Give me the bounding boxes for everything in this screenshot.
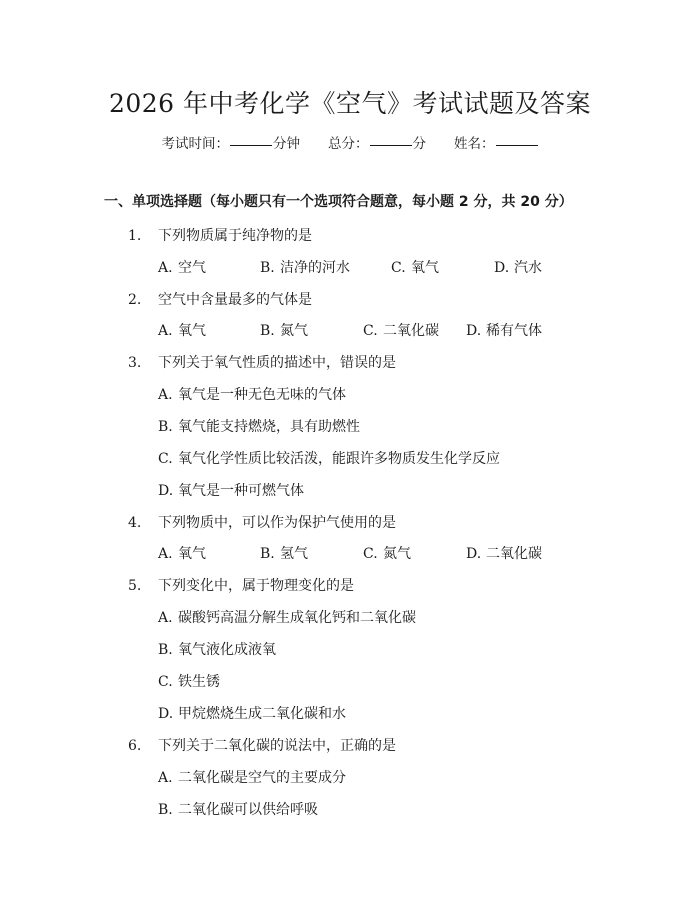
question-stem <box>128 575 354 595</box>
option-text: 碳酸钙高温分解生成氧化钙和二氧化碳 <box>178 610 416 626</box>
answer-option <box>158 703 346 723</box>
answer-option <box>158 320 206 340</box>
option-letter: D. <box>466 546 482 562</box>
answer-option <box>158 384 346 404</box>
answer-option <box>260 320 308 340</box>
option-letter: C. <box>363 323 378 339</box>
question-number: 5. <box>128 578 142 594</box>
option-letter: C. <box>158 674 173 690</box>
answer-option <box>260 543 308 563</box>
name-blank <box>496 145 538 146</box>
option-text: 氧气液化成液氧 <box>178 642 276 658</box>
option-text: 二氧化碳可以供给呼吸 <box>178 802 318 818</box>
option-text: 氧气 <box>178 546 206 562</box>
answer-option <box>158 767 346 787</box>
answer-option <box>494 257 542 277</box>
option-letter: D. <box>158 483 174 499</box>
answer-option <box>158 607 416 627</box>
page-title: 2026 年中考化学《空气》考试试题及答案 <box>108 89 592 118</box>
question-text: 下列物质属于纯净物的是 <box>158 228 312 244</box>
option-text: 氧气化学性质比较活泼，能跟许多物质发生化学反应 <box>178 451 500 467</box>
answer-option <box>158 799 318 819</box>
option-text: 氧气 <box>411 260 439 276</box>
option-letter: D. <box>494 260 510 276</box>
question-stem <box>128 289 312 309</box>
exam-time-field <box>162 132 301 152</box>
time-unit: 分钟 <box>273 136 300 152</box>
option-text: 稀有气体 <box>486 323 542 339</box>
option-text: 氢气 <box>280 546 308 562</box>
name-label: 姓名： <box>454 136 495 152</box>
question-text: 下列物质中，可以作为保护气使用的是 <box>158 515 396 531</box>
answer-option <box>260 257 350 277</box>
question-text: 下列关于氧气性质的描述中，错误的是 <box>158 355 396 371</box>
question-stem <box>128 735 396 755</box>
option-text: 甲烷燃烧生成二氧化碳和水 <box>178 706 346 722</box>
option-letter: B. <box>158 419 173 435</box>
answer-option <box>466 543 542 563</box>
option-letter: D. <box>466 323 482 339</box>
time-blank <box>230 145 272 146</box>
option-letter: A. <box>158 387 173 403</box>
name-field <box>454 132 539 152</box>
question-text: 下列变化中，属于物理变化的是 <box>158 578 354 594</box>
option-letter: A. <box>158 260 173 276</box>
option-text: 氧气是一种无色无味的气体 <box>178 387 346 403</box>
answer-option <box>363 320 439 340</box>
option-letter: A. <box>158 323 173 339</box>
option-letter: B. <box>260 546 275 562</box>
option-text: 二氧化碳 <box>486 546 542 562</box>
option-text: 氧气 <box>178 323 206 339</box>
question-number: 1. <box>128 228 142 244</box>
option-text: 汽水 <box>514 260 542 276</box>
exam-meta-line <box>0 132 700 152</box>
option-letter: A. <box>158 770 173 786</box>
question-number: 6. <box>128 738 142 754</box>
answer-option <box>391 257 439 277</box>
option-letter: B. <box>260 260 275 276</box>
score-unit: 分 <box>412 136 426 152</box>
option-text: 洁净的河水 <box>280 260 350 276</box>
score-label: 总分： <box>328 136 369 152</box>
answer-option <box>158 480 304 500</box>
option-letter: C. <box>158 451 173 467</box>
answer-option <box>158 416 360 436</box>
option-text: 铁生锈 <box>178 674 220 690</box>
option-letter: A. <box>158 546 173 562</box>
answer-option <box>466 320 542 340</box>
option-letter: C. <box>391 260 406 276</box>
option-letter: D. <box>158 706 174 722</box>
answer-option <box>363 543 411 563</box>
option-letter: B. <box>158 642 173 658</box>
question-stem <box>128 352 396 372</box>
question-text: 下列关于二氧化碳的说法中，正确的是 <box>158 738 396 754</box>
answer-option <box>158 448 500 468</box>
option-text: 空气 <box>178 260 206 276</box>
answer-option <box>158 671 220 691</box>
score-blank <box>370 145 412 146</box>
option-text: 氧气能支持燃烧，具有助燃性 <box>178 419 360 435</box>
question-number: 2. <box>128 292 142 308</box>
question-number: 3. <box>128 355 142 371</box>
answer-option <box>158 543 206 563</box>
question-text: 空气中含量最多的气体是 <box>158 292 312 308</box>
answer-option <box>158 639 276 659</box>
option-letter: C. <box>363 546 378 562</box>
total-score-field <box>328 132 426 152</box>
option-letter: B. <box>260 323 275 339</box>
question-stem <box>128 225 312 245</box>
option-letter: B. <box>158 802 173 818</box>
question-number: 4. <box>128 515 142 531</box>
time-label: 考试时间： <box>161 136 229 152</box>
option-text: 氧气是一种可燃气体 <box>178 483 304 499</box>
option-letter: A. <box>158 610 173 626</box>
section-heading: 一、单项选择题（每小题只有一个选项符合题意，每小题 2 分，共 20 分） <box>104 194 573 210</box>
option-text: 二氧化碳 <box>383 323 439 339</box>
question-stem <box>128 512 396 532</box>
option-text: 氮气 <box>383 546 411 562</box>
option-text: 氮气 <box>280 323 308 339</box>
answer-option <box>158 257 206 277</box>
option-text: 二氧化碳是空气的主要成分 <box>178 770 346 786</box>
